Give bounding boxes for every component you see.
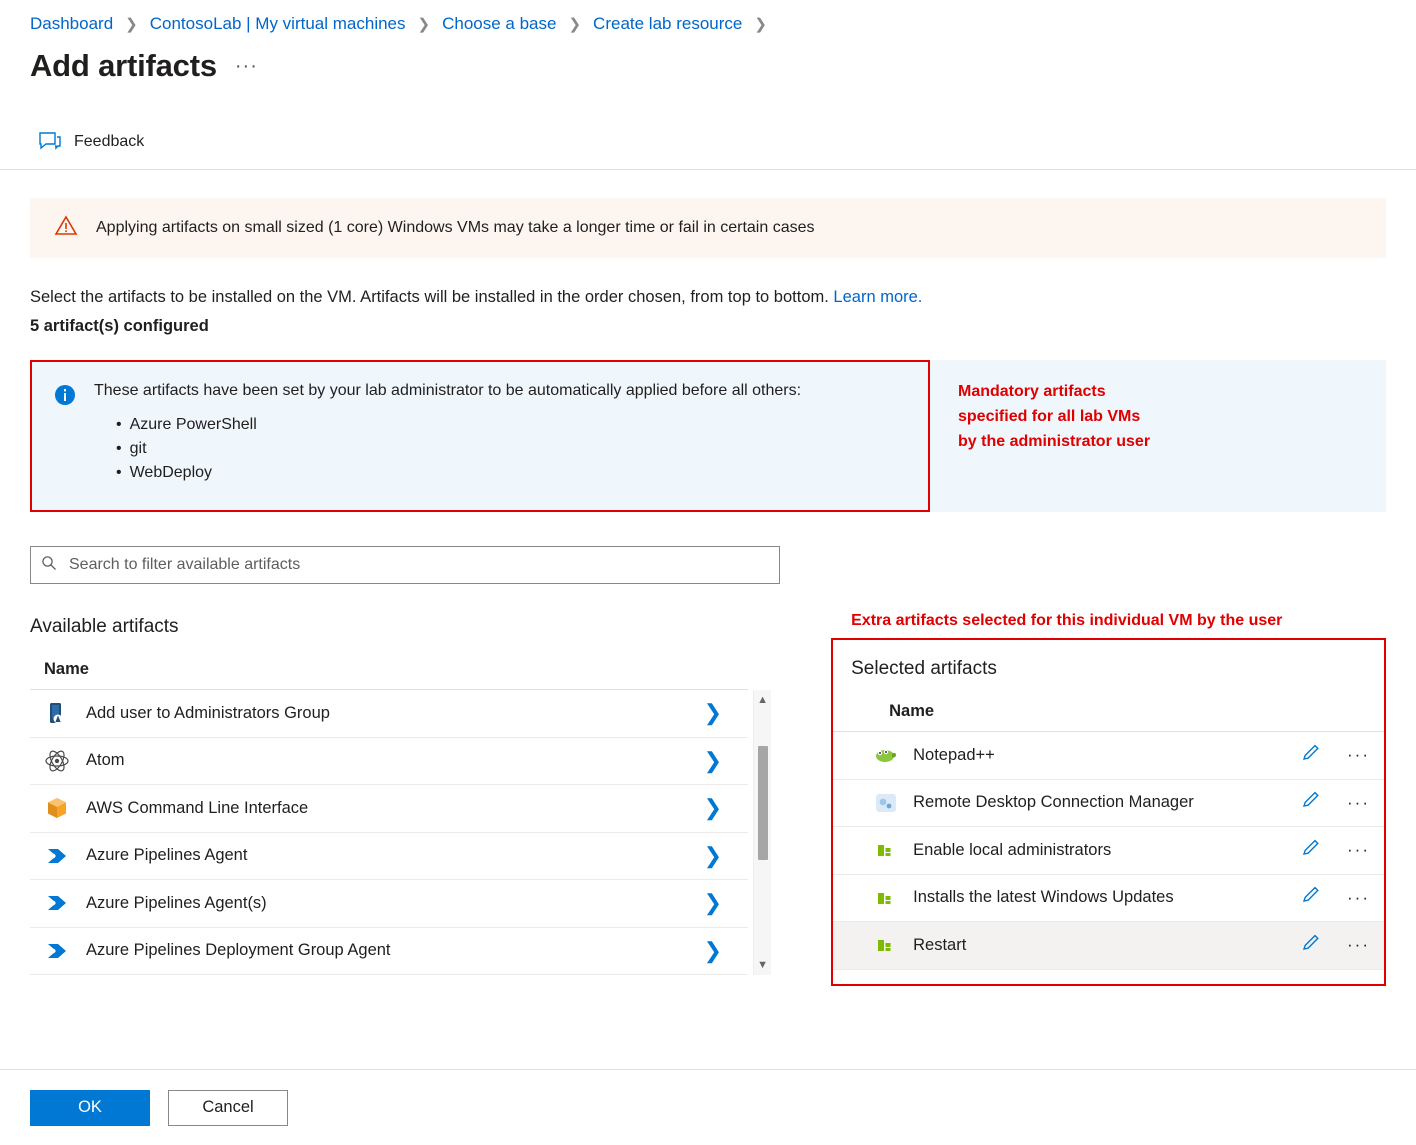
page-title-row: [0, 34, 1416, 84]
artifacts-configured-count: 5 artifact(s) configured: [30, 317, 209, 335]
windows-tile-icon: [873, 837, 899, 863]
list-item[interactable]: [30, 880, 748, 928]
pencil-icon[interactable]: [1301, 743, 1321, 768]
breadcrumb: [0, 0, 1416, 34]
list-item-label: Azure Pipelines Agent(s): [86, 893, 267, 912]
annotation-line: specified for all lab VMs: [958, 407, 1141, 425]
selected-artifacts-column: [831, 584, 1386, 986]
breadcrumb-separator-icon: ❯: [754, 16, 767, 33]
list-item[interactable]: [30, 785, 748, 833]
list-item[interactable]: [833, 922, 1384, 970]
pencil-icon[interactable]: [1301, 838, 1321, 863]
atom-icon: [44, 748, 70, 774]
list-item-label: Atom: [86, 751, 125, 770]
list-item: • Azure PowerShell: [116, 416, 801, 434]
azure-pipelines-icon: [44, 890, 70, 916]
breadcrumb-item-contosolab[interactable]: ContosoLab | My virtual machines: [149, 14, 406, 33]
chevron-right-icon[interactable]: ❯: [703, 700, 722, 726]
chevron-right-icon[interactable]: ❯: [703, 937, 722, 963]
chevron-right-icon[interactable]: ❯: [703, 795, 722, 821]
chevron-right-icon[interactable]: ❯: [703, 890, 722, 916]
info-icon: [54, 382, 76, 490]
azure-pipelines-icon: [44, 843, 70, 869]
list-item-label: Notepad++: [913, 745, 995, 764]
search-input[interactable]: [67, 555, 769, 575]
learn-more-link[interactable]: Learn more.: [833, 288, 923, 306]
warning-banner-text: Applying artifacts on small sized (1 core) Windows VMs may take a longer time or fail in certain cases: [96, 219, 815, 236]
list-item-label: Azure Pipelines Agent: [86, 846, 248, 865]
list-item[interactable]: [30, 833, 748, 881]
available-artifacts-title: Available artifacts: [30, 616, 179, 637]
list-item: • git: [116, 440, 801, 458]
dialog-footer: [0, 1069, 1416, 1145]
chevron-right-icon[interactable]: ❯: [703, 842, 722, 868]
selected-artifacts-panel: [831, 638, 1386, 986]
mandatory-artifacts-list: [94, 416, 801, 482]
ok-button[interactable]: OK: [30, 1090, 150, 1126]
pencil-icon[interactable]: [1301, 790, 1321, 815]
list-item[interactable]: [30, 928, 748, 976]
ellipsis-icon[interactable]: ···: [1347, 887, 1370, 907]
list-item: • WebDeploy: [116, 464, 801, 482]
mandatory-artifacts-text: These artifacts have been set by your lab administrator to be automatically applied before all others:: [94, 382, 802, 399]
pencil-icon[interactable]: [1301, 933, 1321, 958]
annotation-line: Mandatory artifacts: [958, 383, 1106, 400]
selected-artifacts-title: Selected artifacts: [851, 658, 997, 679]
ellipsis-icon[interactable]: ···: [1347, 792, 1370, 812]
list-item[interactable]: [833, 780, 1384, 828]
breadcrumb-item-choose-a-base[interactable]: Choose a base: [442, 14, 557, 33]
notepad-plus-plus-icon: [873, 742, 899, 768]
scroll-up-icon[interactable]: ▲: [757, 694, 769, 706]
list-item-label: AWS Command Line Interface: [86, 798, 309, 817]
list-item[interactable]: [833, 827, 1384, 875]
annotation-line: by the administrator user: [958, 432, 1151, 450]
breadcrumb-item-dashboard[interactable]: Dashboard: [30, 14, 114, 33]
command-bar: [0, 114, 1416, 170]
scrollbar-thumb[interactable]: [758, 746, 768, 860]
ellipsis-icon[interactable]: ···: [1347, 935, 1370, 955]
warning-banner: [30, 198, 1386, 258]
available-artifacts-list: [30, 690, 775, 975]
ellipsis-icon[interactable]: ···: [1347, 745, 1370, 765]
breadcrumb-separator-icon: ❯: [417, 16, 431, 33]
rdcman-icon: [873, 790, 899, 816]
list-item-label: Remote Desktop Connection Manager: [913, 793, 1194, 812]
search-box[interactable]: [30, 546, 780, 584]
chevron-right-icon[interactable]: ❯: [703, 747, 722, 773]
feedback-label: Feedback: [74, 132, 145, 150]
cancel-button[interactable]: Cancel: [168, 1090, 288, 1126]
available-column-header-name: Name: [30, 638, 748, 690]
breadcrumb-separator-icon: ❯: [125, 16, 138, 33]
instructions-text: Select the artifacts to be installed on the VM. Artifacts will be installed in the order chosen, from top to bottom.: [30, 288, 829, 306]
list-item-label: Enable local administrators: [913, 840, 1112, 859]
list-item-label: Installs the latest Windows Updates: [913, 888, 1174, 907]
list-item[interactable]: [833, 875, 1384, 923]
azure-pipelines-icon: [44, 938, 70, 964]
scroll-down-icon[interactable]: ▼: [757, 959, 769, 971]
breadcrumb-item-create-lab-resource[interactable]: Create lab resource: [593, 14, 743, 33]
warning-icon: [54, 215, 78, 242]
page-title: Add artifacts: [30, 48, 217, 83]
list-item[interactable]: [30, 690, 748, 738]
feedback-button[interactable]: [38, 131, 144, 153]
available-artifacts-panel: [30, 584, 775, 986]
feedback-icon: [38, 131, 62, 153]
windows-tile-icon: [873, 885, 899, 911]
list-item-label: Add user to Administrators Group: [86, 703, 330, 722]
list-item-label: Azure Pipelines Deployment Group Agent: [86, 941, 391, 960]
available-list-scrollbar[interactable]: [753, 690, 771, 975]
user-admin-icon: [44, 700, 70, 726]
selected-artifacts-annotation: Extra artifacts selected for this individual VM by the user: [851, 612, 1283, 629]
ellipsis-icon[interactable]: ···: [1347, 840, 1370, 860]
mandatory-artifacts-annotation: [930, 360, 1150, 512]
artifact-columns: [30, 584, 1386, 986]
list-item[interactable]: [833, 732, 1384, 780]
aws-box-icon: [44, 795, 70, 821]
list-item-label: Restart: [913, 935, 967, 954]
pencil-icon[interactable]: [1301, 885, 1321, 910]
mandatory-artifacts-infobox: [30, 360, 930, 512]
windows-tile-icon: [873, 932, 899, 958]
page-more-actions-button[interactable]: ···: [234, 55, 258, 77]
mandatory-artifacts-row: [30, 360, 1386, 512]
instructions: [30, 288, 1386, 307]
search-icon: [41, 555, 57, 576]
list-item[interactable]: [30, 738, 748, 786]
breadcrumb-separator-icon: ❯: [568, 16, 582, 33]
selected-column-header-name: Name: [833, 680, 1384, 732]
